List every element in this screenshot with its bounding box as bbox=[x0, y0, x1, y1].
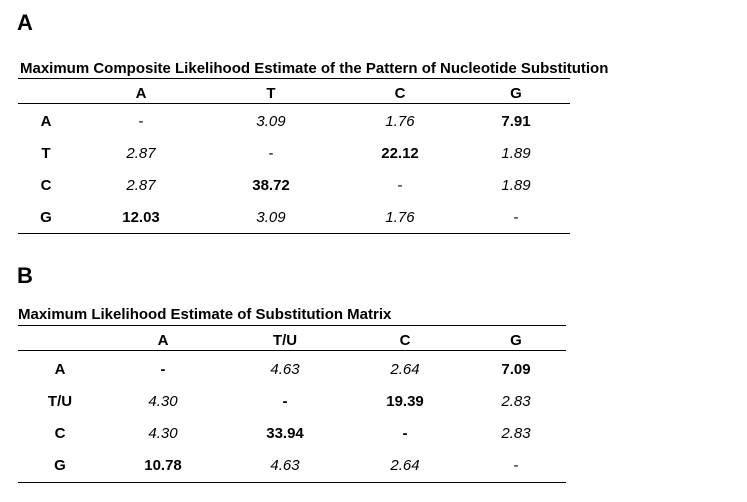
panel-b-row-label: T/U bbox=[47, 393, 73, 410]
panel-b-caption: Maximum Likelihood Estimate of Substitution Matrix bbox=[18, 306, 392, 323]
panel-a-cell: 3.09 bbox=[256, 209, 286, 226]
panel-a-row-label: C bbox=[40, 177, 52, 194]
panel-a-cell: 1.89 bbox=[501, 177, 531, 194]
panel-b-cell: 2.83 bbox=[501, 425, 531, 442]
panel-b-cell: - bbox=[513, 457, 519, 474]
panel-a-cell: 38.72 bbox=[252, 177, 290, 194]
panel-a-cell: 1.76 bbox=[385, 113, 415, 130]
panel-a-row-label: T bbox=[41, 145, 51, 162]
panel-a-cell: 7.91 bbox=[501, 113, 531, 130]
panel-b-bottom-rule bbox=[18, 482, 566, 483]
panel-a-col-header: A bbox=[135, 85, 147, 102]
panel-a-cell: - bbox=[513, 209, 519, 226]
panel-b-col-header: G bbox=[510, 332, 522, 349]
panel-a-cell: 1.89 bbox=[501, 145, 531, 162]
panel-a-header-rule bbox=[18, 103, 570, 104]
panel-a-row-label: G bbox=[40, 209, 52, 226]
panel-b-cell: 2.83 bbox=[501, 393, 531, 410]
panel-a-top-rule bbox=[18, 78, 570, 79]
panel-b-cell: 10.78 bbox=[144, 457, 182, 474]
panel-b-header-rule bbox=[18, 350, 566, 351]
panel-b-cell: 2.64 bbox=[390, 457, 420, 474]
panel-a-cell: - bbox=[138, 113, 144, 130]
panel-b-cell: 19.39 bbox=[386, 393, 424, 410]
panel-a-cell: - bbox=[268, 145, 274, 162]
panel-b-cell: 4.30 bbox=[148, 393, 178, 410]
panel-b-col-header: T/U bbox=[272, 332, 298, 349]
panel-b-cell: 33.94 bbox=[266, 425, 304, 442]
panel-a-cell: - bbox=[397, 177, 403, 194]
panel-b-row-label: C bbox=[54, 425, 66, 442]
panel-b-letter: B bbox=[17, 263, 33, 288]
panel-a-cell: 1.76 bbox=[385, 209, 415, 226]
panel-b-cell: - bbox=[402, 425, 408, 442]
panel-b-cell: 7.09 bbox=[501, 361, 531, 378]
panel-a-letter: A bbox=[17, 10, 33, 35]
panel-a-col-header: G bbox=[510, 85, 522, 102]
panel-a-cell: 3.09 bbox=[256, 113, 286, 130]
panel-a-col-header: T bbox=[266, 85, 276, 102]
panel-a-cell: 12.03 bbox=[122, 209, 160, 226]
panel-b-cell: - bbox=[160, 361, 166, 378]
panel-b-cell: 4.63 bbox=[270, 361, 300, 378]
panel-a-cell: 22.12 bbox=[381, 145, 419, 162]
panel-b-cell: 4.63 bbox=[270, 457, 300, 474]
panel-b-row-label: A bbox=[54, 361, 66, 378]
panel-a-caption: Maximum Composite Likelihood Estimate of the Pattern of Nucleotide Substitution bbox=[20, 60, 609, 77]
panel-b-cell: - bbox=[282, 393, 288, 410]
panel-a-cell: 2.87 bbox=[126, 145, 156, 162]
panel-a-row-label: A bbox=[40, 113, 52, 130]
panel-b-cell: 4.30 bbox=[148, 425, 178, 442]
panel-b-top-rule bbox=[18, 325, 566, 326]
panel-a-bottom-rule bbox=[18, 233, 570, 234]
panel-a-col-header: C bbox=[394, 85, 406, 102]
panel-b-cell: 2.64 bbox=[390, 361, 420, 378]
panel-b-col-header: C bbox=[399, 332, 411, 349]
panel-b-col-header: A bbox=[157, 332, 169, 349]
panel-a-cell: 2.87 bbox=[126, 177, 156, 194]
panel-b-row-label: G bbox=[54, 457, 66, 474]
